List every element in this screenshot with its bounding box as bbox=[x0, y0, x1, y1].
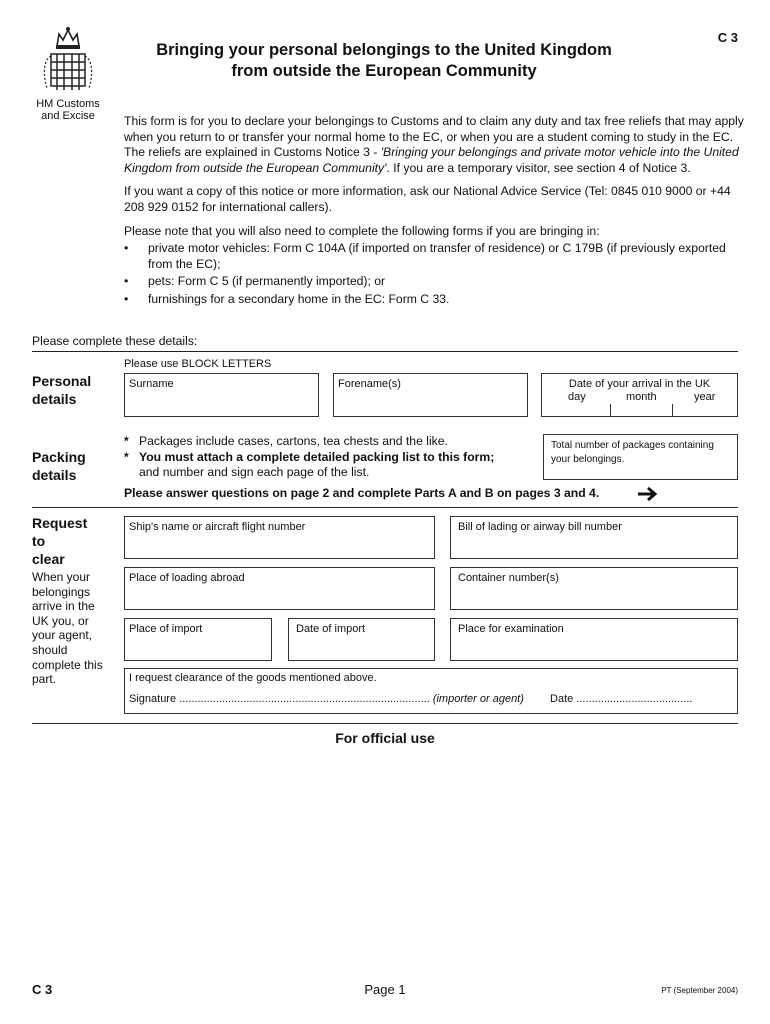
list-item: • furnishings for a secondary home in the EC: Form C 33. bbox=[124, 292, 744, 308]
arrival-date-field[interactable] bbox=[541, 373, 738, 417]
form-code: C 3 bbox=[717, 30, 738, 45]
logo-line-1: HM Customs bbox=[36, 98, 100, 110]
month-label: month bbox=[626, 391, 657, 403]
date-divider bbox=[610, 404, 611, 416]
heading-line: clear bbox=[32, 551, 65, 567]
intro-p1-a: This form is for you to declare your belongings to Customs and to claim any duty and tax free reliefs that may apply when you return to or transfer your normal home to the EC, or when you are a student coming to study in the EC. The reliefs are explained in Customs Notice 3 - bbox=[124, 114, 744, 160]
signature-field[interactable]: Signature .................................................................................. bbox=[129, 693, 430, 705]
surname-label: Surname bbox=[129, 378, 174, 390]
logo-line-2: and Excise bbox=[41, 110, 95, 122]
answer-instruction: Please answer questions on page 2 and complete Parts A and B on pages 3 and 4. bbox=[124, 486, 600, 500]
asterisk: * bbox=[124, 434, 129, 448]
title-line-2: from outside the European Community bbox=[231, 62, 537, 80]
title-line-1: Bringing your personal belongings to the United Kingdom bbox=[156, 41, 612, 59]
list-item: • private motor vehicles: Form C 104A (if imported on transfer of residence) or C 179B (if previously exported from the EC); bbox=[124, 241, 744, 272]
heading-line: details bbox=[32, 467, 77, 483]
examination-place-field[interactable] bbox=[450, 618, 738, 661]
examination-place-label: Place for examination bbox=[458, 623, 564, 635]
divider bbox=[32, 507, 738, 508]
container-number-label: Container number(s) bbox=[458, 572, 559, 584]
intro-paragraph-1 bbox=[124, 114, 744, 176]
loading-place-field[interactable] bbox=[124, 567, 435, 610]
packing-note-2-rest: and number and sign each page of the list. bbox=[139, 465, 370, 480]
notice-title: 'Bringing your belongings and private motor vehicle into the United Kingdom from outside the European Community' bbox=[124, 145, 739, 175]
divider bbox=[32, 723, 738, 724]
packing-details-heading bbox=[32, 448, 86, 484]
request-to-clear-heading bbox=[32, 514, 87, 568]
packing-note-1 bbox=[124, 434, 534, 450]
heading-line: Personal bbox=[32, 373, 92, 389]
please-complete-text: Please complete these details: bbox=[32, 334, 198, 348]
importer-or-agent-label: (importer or agent) bbox=[432, 693, 524, 705]
package-count-label: Total number of packages containing your belongings. bbox=[551, 440, 714, 465]
container-number-field[interactable] bbox=[450, 567, 738, 610]
date-field[interactable]: Date ...................................... bbox=[550, 693, 693, 705]
place-of-import-field[interactable] bbox=[124, 618, 272, 661]
intro-text bbox=[124, 114, 744, 310]
arrow-right-icon bbox=[636, 485, 660, 503]
year-label: year bbox=[694, 391, 716, 403]
packing-note-1-text: Packages include cases, cartons, tea chests and the like. bbox=[139, 434, 448, 448]
packing-notes bbox=[124, 434, 534, 481]
packing-note-2 bbox=[124, 450, 534, 466]
heading-line: to bbox=[32, 533, 46, 549]
divider bbox=[32, 351, 738, 352]
forenames-label: Forename(s) bbox=[338, 378, 401, 390]
official-use-heading: For official use bbox=[335, 730, 435, 746]
signature-line[interactable] bbox=[129, 693, 692, 705]
forenames-field[interactable] bbox=[333, 373, 528, 417]
personal-details-heading bbox=[32, 372, 91, 408]
place-of-import-label: Place of import bbox=[129, 623, 203, 635]
page-title bbox=[110, 40, 658, 82]
forms-list bbox=[124, 241, 744, 307]
package-count-field[interactable] bbox=[543, 434, 738, 480]
block-letters-note: Please use BLOCK LETTERS bbox=[124, 358, 272, 370]
intro-paragraph-2: If you want a copy of this notice or more information, ask our National Advice Service (Tel: 0845 010 9000 or +44 208 929 0152 for international callers). bbox=[124, 184, 731, 214]
request-statement: I request clearance of the goods mentioned above. bbox=[129, 672, 377, 684]
ship-flight-field[interactable] bbox=[124, 516, 435, 559]
arrival-date-label: Date of your arrival in the UK bbox=[568, 378, 711, 390]
request-side-note: When your belongings arrive in the UK you, or your agent, should complete this part. bbox=[32, 570, 103, 687]
packing-note-2-bold: You must attach a complete detailed packing list to this form; bbox=[139, 449, 495, 464]
day-label: day bbox=[568, 391, 586, 403]
footer-form-code: C 3 bbox=[32, 982, 53, 997]
date-of-import-label: Date of import bbox=[296, 623, 366, 635]
surname-field[interactable] bbox=[124, 373, 319, 417]
date-divider bbox=[672, 404, 673, 416]
heading-line: Packing bbox=[32, 449, 86, 465]
bill-of-lading-field[interactable] bbox=[450, 516, 738, 559]
intro-p1-b: . If you are a temporary visitor, see section 4 of Notice 3. bbox=[386, 160, 691, 175]
bill-of-lading-label: Bill of lading or airway bill number bbox=[458, 521, 622, 533]
loading-place-label: Place of loading abroad bbox=[129, 572, 245, 584]
ship-flight-label: Ship's name or aircraft flight number bbox=[129, 521, 306, 533]
crowned-portcullis-icon bbox=[37, 26, 99, 96]
date-of-import-field[interactable] bbox=[288, 618, 435, 661]
footer-edition: PT (September 2004) bbox=[661, 986, 738, 995]
intro-paragraph-3: Please note that you will also need to complete the following forms if you are bringing in: bbox=[124, 223, 600, 238]
declaration-box bbox=[124, 668, 738, 714]
heading-line: Request bbox=[32, 515, 88, 531]
heading-line: details bbox=[32, 391, 77, 407]
hm-customs-logo bbox=[32, 26, 104, 122]
list-item: • pets: Form C 5 (if permanently imported); or bbox=[124, 274, 744, 290]
page-number: Page 1 bbox=[364, 982, 406, 997]
asterisk: * bbox=[124, 449, 129, 464]
